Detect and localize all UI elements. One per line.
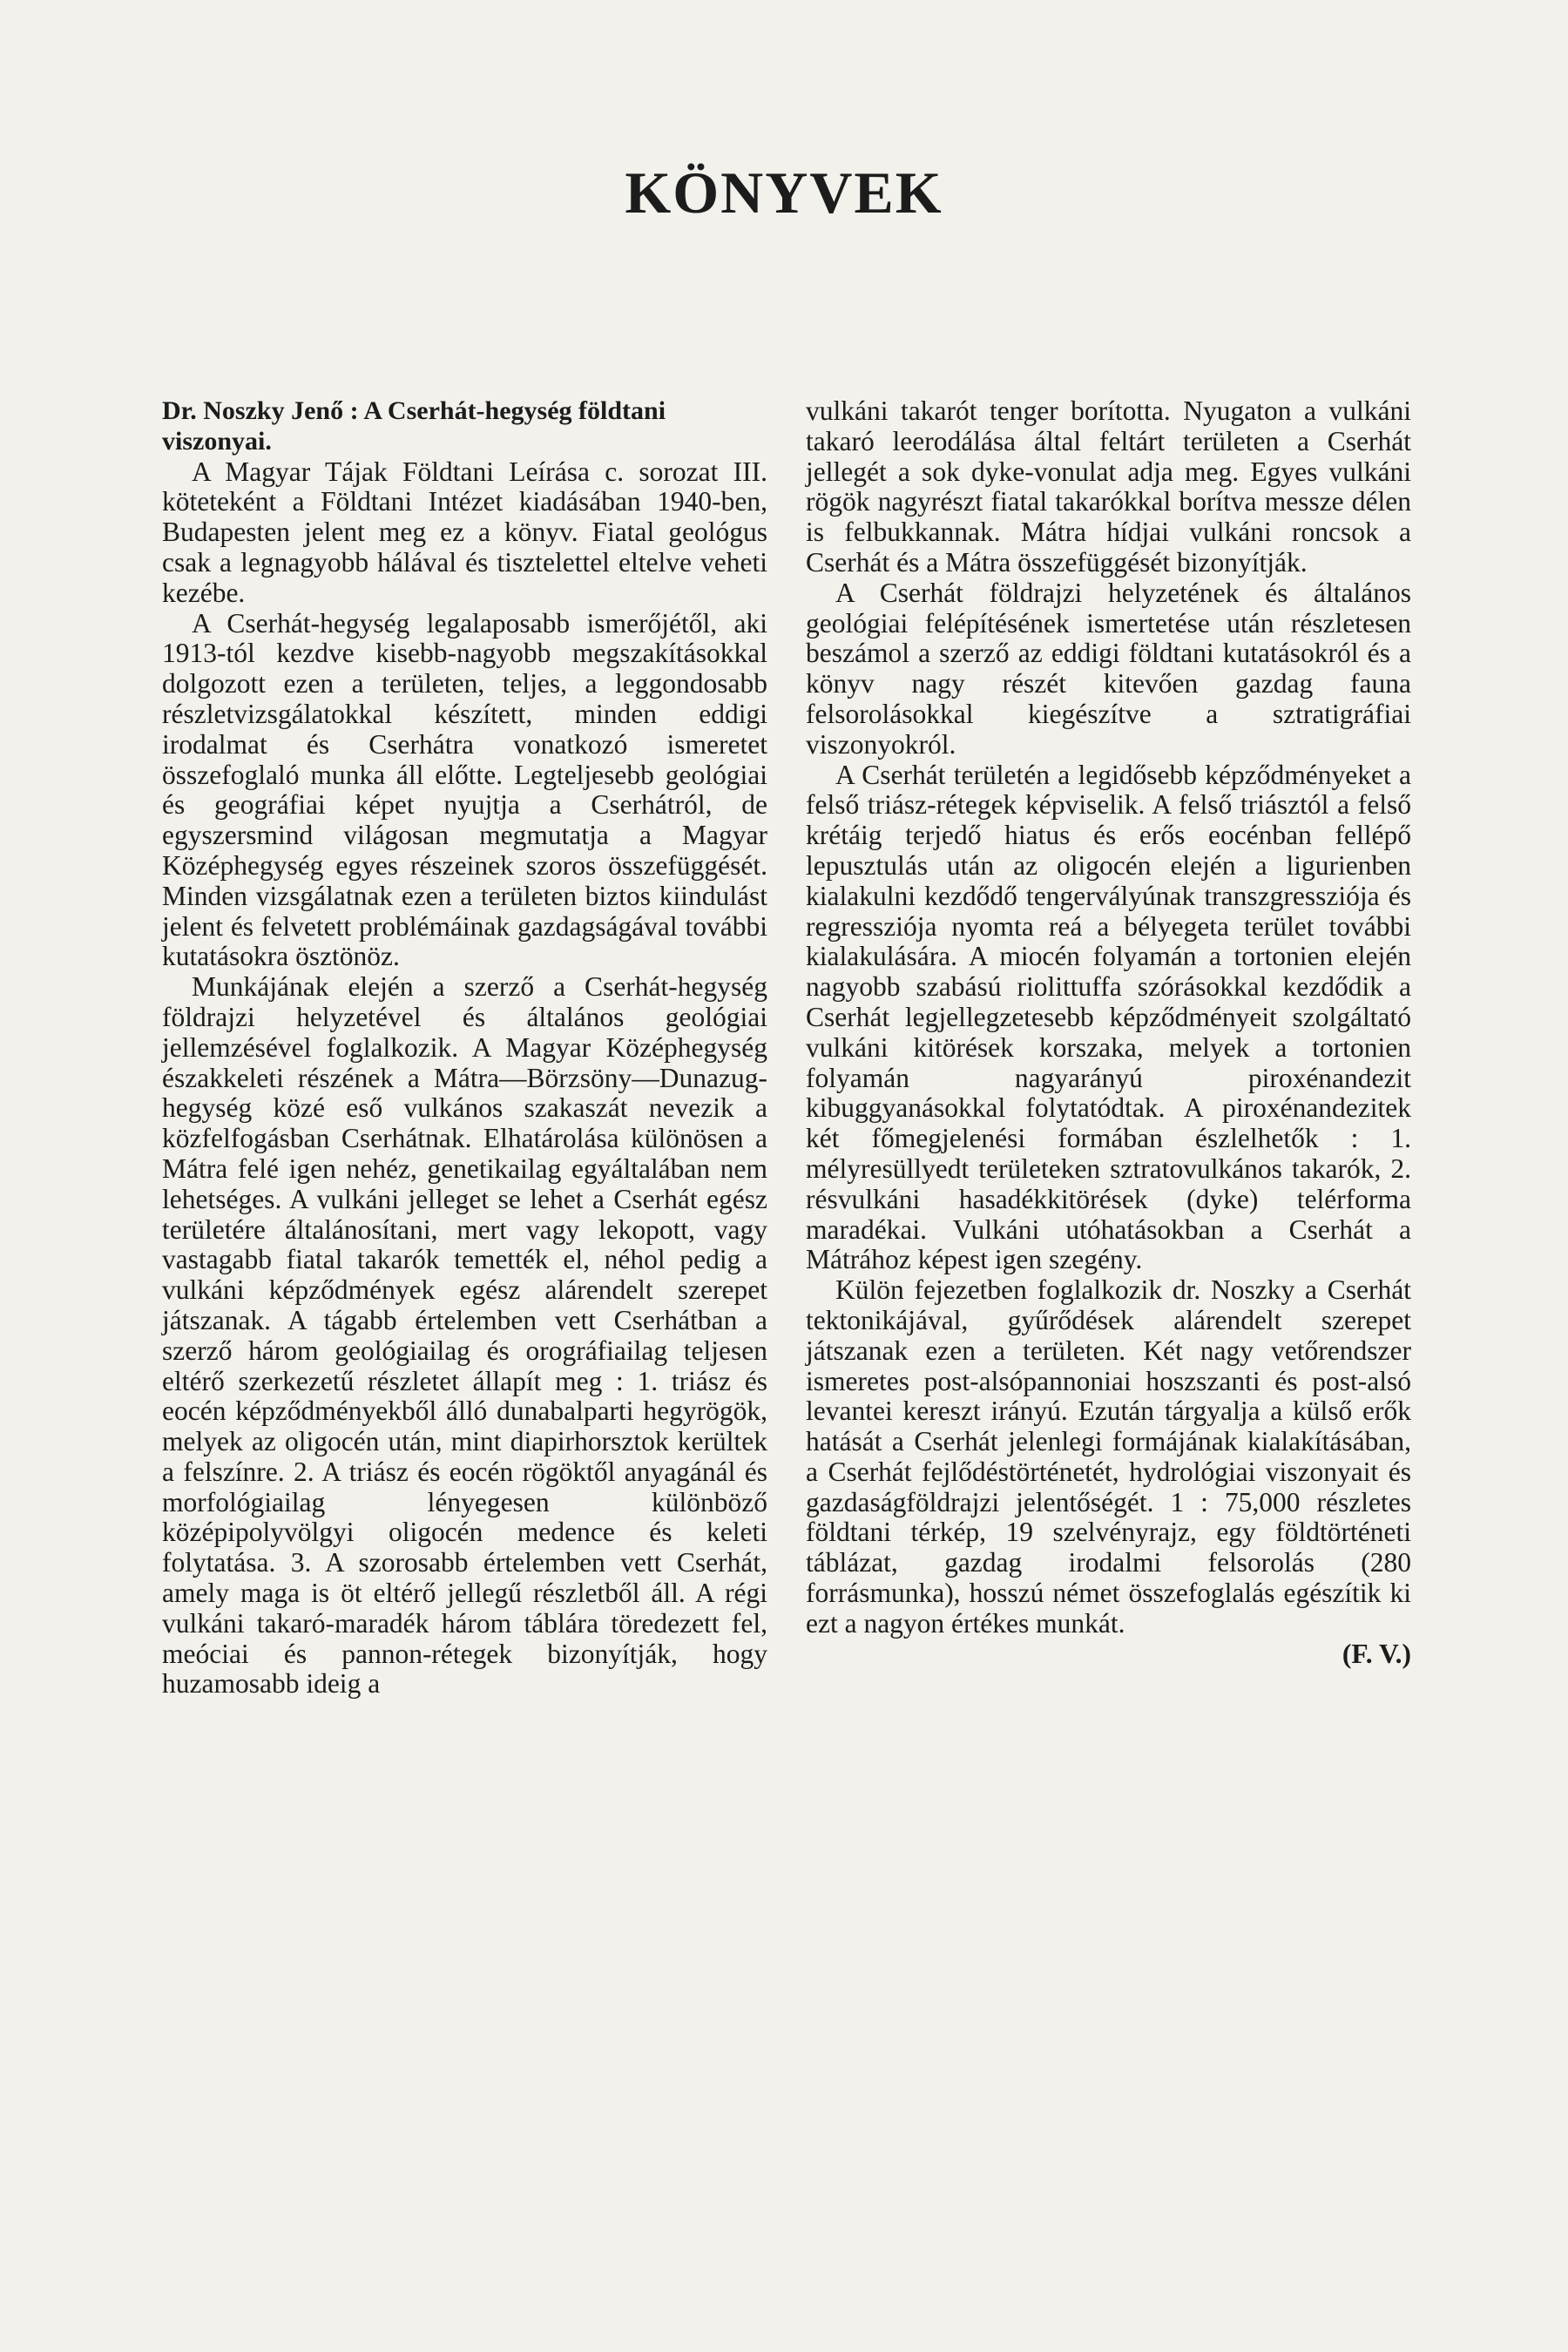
paragraph: vulkáni takarót tenger borította. Nyugaton a vulkáni takaró leerodálása által feltárt területen a Cserhát jellegét a sok dyke-vonulat adja meg. Egyes vulkáni rögök nagyrészt fiatal takarókkal borítva messze délen is felbukkannak. Mátra hídjai vulkáni roncsok a Cserhát és a Mátra összefüggését bizonyítják.: [806, 395, 1411, 578]
paragraph: Munkájának elején a szerző a Cserhát-hegység földrajzi helyzetével és általános geológiai jellemzésével foglalkozik. A Magyar Középhegység északkeleti részének a Mátra—Börzsöny—Dunazug-hegység közé eső vulkános szakaszát nevezik a közfelfogásban Cserhátnak. Elhatárolása különösen a Mátra felé igen nehéz, genetikailag egyáltalában nem lehetséges. A vulkáni jelleget se lehet a Cserhát egész területére általánosítani, mert vagy lekopott, vagy vastagabb fiatal takarók temették el, néhol pedig a vulkáni képződmények egész alárendelt szerepet játszanak. A tágabb értelemben vett Cserhátban a szerző három geológiailag és orográfiailag teljesen eltérő szerkezetű részletet állapít meg : 1. triász és eocén képződményekből álló dunabalparti hegyrögök, melyek az oligocén után, mint diapirhorsztok kerültek a felszínre. 2. A triász és eocén rögöktől anyagánál és morfológiailag lényegesen különböző középipolyvölgyi oligocén medence és keleti folytatása. 3. A szorosabb értelemben vett Cserhát, amely maga is öt eltérő jellegű részletből áll. A régi vulkáni takaró-maradék három táblára töredezett fel, meóciai és pannon-rétegek bizonyítják, hogy huzamosabb ideig a: [162, 971, 767, 1700]
paragraph: A Cserhát-hegység legalaposabb ismerőjétől, aki 1913-tól kezdve kisebb-nagyobb megszakításokkal dolgozott ezen a területen, teljes, a leggondosabb részletvizsgálatokkal készített, minden eddigi irodalmat és Cserhátra vonatkozó ismeretet összefoglaló munka áll előtte. Legteljesebb geológiai és geográfiai képet nyujtja a Cserhátról, de egyszersmind világosan megmutatja a Magyar Középhegység egyes részeinek szoros összefüggését. Minden vizsgálatnak ezen a területen biztos kiindulást jelent és felvetett problémáinak gazdagságával további kutatásokra ösztönöz.: [162, 607, 767, 972]
left-column: [162, 396, 767, 1700]
paragraph: Külön fejezetben foglalkozik dr. Noszky a Cserhát tektonikájával, gyűrődések alárendelt szerepet játszanak ezen a területen. Két nagy vetőrendszer ismeretes post-alsópannoniai hoszszanti és post-alsó levantei kereszt irányú. Ezután tárgyalja a külső erők hatását a Cserhát jelenlegi formájának kialakításában, a Cserhát fejlődéstörténetét, hydrológiai viszonyait és gazdaságföldrajzi jelentőségét. 1 : 75,000 részletes földtani térkép, 19 szelvényrajz, egy földtörténeti táblázat, gazdag irodalmi felsorolás (280 forrásmunka), hosszú német összefoglalás egészítik ki ezt a nagyon értékes munkát.: [806, 1274, 1411, 1639]
paragraph: A Cserhát földrajzi helyzetének és általános geológiai felépítésének ismertetése után részletesen beszámol a szerző az eddigi földtani kutatásokról és a könyv nagy részét kitevően gazdag fauna felsorolásokkal kiegészítve a sztratigráfiai viszonyokról.: [806, 577, 1411, 760]
paragraph: A Magyar Tájak Földtani Leírása c. sorozat III. köteteként a Földtani Intézet kiadásában 1940-ben, Budapesten jelent meg ez a könyv. Fiatal geológus csak a legnagyobb hálával és tisztelettel eltelve veheti kezébe.: [162, 456, 767, 608]
page-title: KÖNYVEK: [625, 159, 943, 226]
right-column: [806, 396, 1411, 1669]
review-signature: (F. V.): [1342, 1638, 1411, 1669]
paragraph: A Cserhát területén a legidősebb képződményeket a felső triász-rétegek képviselik. A felső triásztól a felső krétáig terjedő hiatus és erős eocénban fellépő lepusztulás után az oligocén elején a ligurienben kialakulni kezdődő tengervályúnak transzgressziója és regressziója nyomta reá a bélyegeta terület további kialakulására. A miocén folyamán a tortonien elején nagyobb szabású riolittuffa szórásokkal kezdődik a Cserhát legjellegzetesebb képződményeit szolgáltató vulkáni kitörések korszaka, melyek a tortonien folyamán nagyarányú piroxénandezit kibuggyanásokkal folytatódtak. A piroxénandezitek két főmegjelenési formában észlelhetők : 1. mélyresüllyedt területeken sztratovulkános takarók, 2. résvulkáni hasadékkitörések (dyke) telérforma maradékai. Vulkáni utóhatásokban a Cserhát a Mátrához képest igen szegény.: [806, 759, 1411, 1275]
review-heading: Dr. Noszky Jenő : A Cserhát-hegység földtani viszonyai.: [162, 396, 666, 456]
